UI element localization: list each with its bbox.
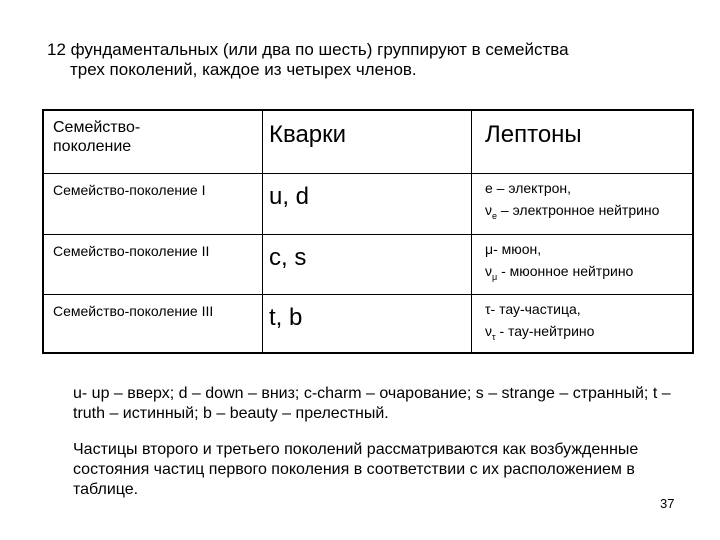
- neutrino-name: [485, 320, 692, 342]
- quark-names-legend: u- up – вверх; d – down – вниз; c-charm – очарование; s – strange – странный; t – truth – истинный; b – beauty – прелестный.: [73, 385, 671, 422]
- header-quarks-label: Кварки: [269, 121, 347, 148]
- neutrino-text: – электронное нейтрино: [497, 201, 660, 218]
- quarks-value: c, s: [269, 243, 307, 271]
- lepton-name: τ- тау-частица,: [485, 300, 581, 317]
- table-row: [43, 234, 693, 294]
- neutrino-name: [485, 199, 692, 221]
- header-generation-cell: [43, 110, 263, 173]
- neutrino-symbol: ν: [485, 262, 492, 279]
- excited-states-note: Частицы второго и третьего поколений рассматриваются как возбужденные состояния частиц первого поколения в соответствии с их расположением в таблице.: [73, 441, 639, 498]
- header-quarks-cell: [263, 110, 472, 173]
- heading-line-1: 12 фундаментальных (или два по шесть) группируют в семейства: [47, 40, 569, 59]
- page-number: 37: [660, 496, 675, 511]
- neutrino-text: - мюонное нейтрино: [497, 262, 634, 279]
- slide-heading: [47, 40, 687, 80]
- generation-label: Семейство-поколение III: [53, 302, 214, 319]
- quarks-cell: [263, 234, 472, 294]
- leptons-value: [472, 174, 692, 221]
- table-row: [43, 294, 693, 353]
- neutrino-subscript: μ: [492, 271, 498, 282]
- generation-cell: [43, 173, 263, 234]
- table-header-row: [43, 110, 693, 173]
- generation-cell: [43, 234, 263, 294]
- quarks-value: u, d: [269, 182, 310, 210]
- neutrino-name: [485, 260, 692, 282]
- generation-label: Семейство-поколение II: [53, 242, 210, 259]
- lepton-name: μ- мюон,: [485, 240, 542, 257]
- generation-cell: [43, 294, 263, 353]
- particle-families-table: [42, 109, 694, 354]
- neutrino-subscript: е: [492, 210, 498, 221]
- leptons-cell: [472, 173, 694, 234]
- header-leptons-label: Лептоны: [485, 121, 582, 148]
- heading-line-2: трех поколений, каждое из четырех членов.: [70, 60, 417, 79]
- lepton-name: е – электрон,: [485, 179, 572, 196]
- header-leptons-cell: [472, 110, 694, 173]
- quarks-value: t, b: [269, 303, 303, 331]
- table-row: [43, 173, 693, 234]
- quarks-cell: [263, 173, 472, 234]
- leptons-value: [472, 235, 692, 282]
- neutrino-subscript: τ: [492, 331, 496, 342]
- neutrino-symbol: ν: [485, 201, 492, 218]
- header-generation-label: Семейство-поколение: [53, 119, 141, 155]
- neutrino-symbol: ν: [485, 322, 492, 339]
- leptons-value: [472, 295, 692, 342]
- leptons-cell: [472, 294, 694, 353]
- leptons-cell: [472, 234, 694, 294]
- neutrino-text: - тау-нейтрино: [495, 322, 595, 339]
- quarks-cell: [263, 294, 472, 353]
- generation-label: Семейство-поколение I: [53, 181, 206, 198]
